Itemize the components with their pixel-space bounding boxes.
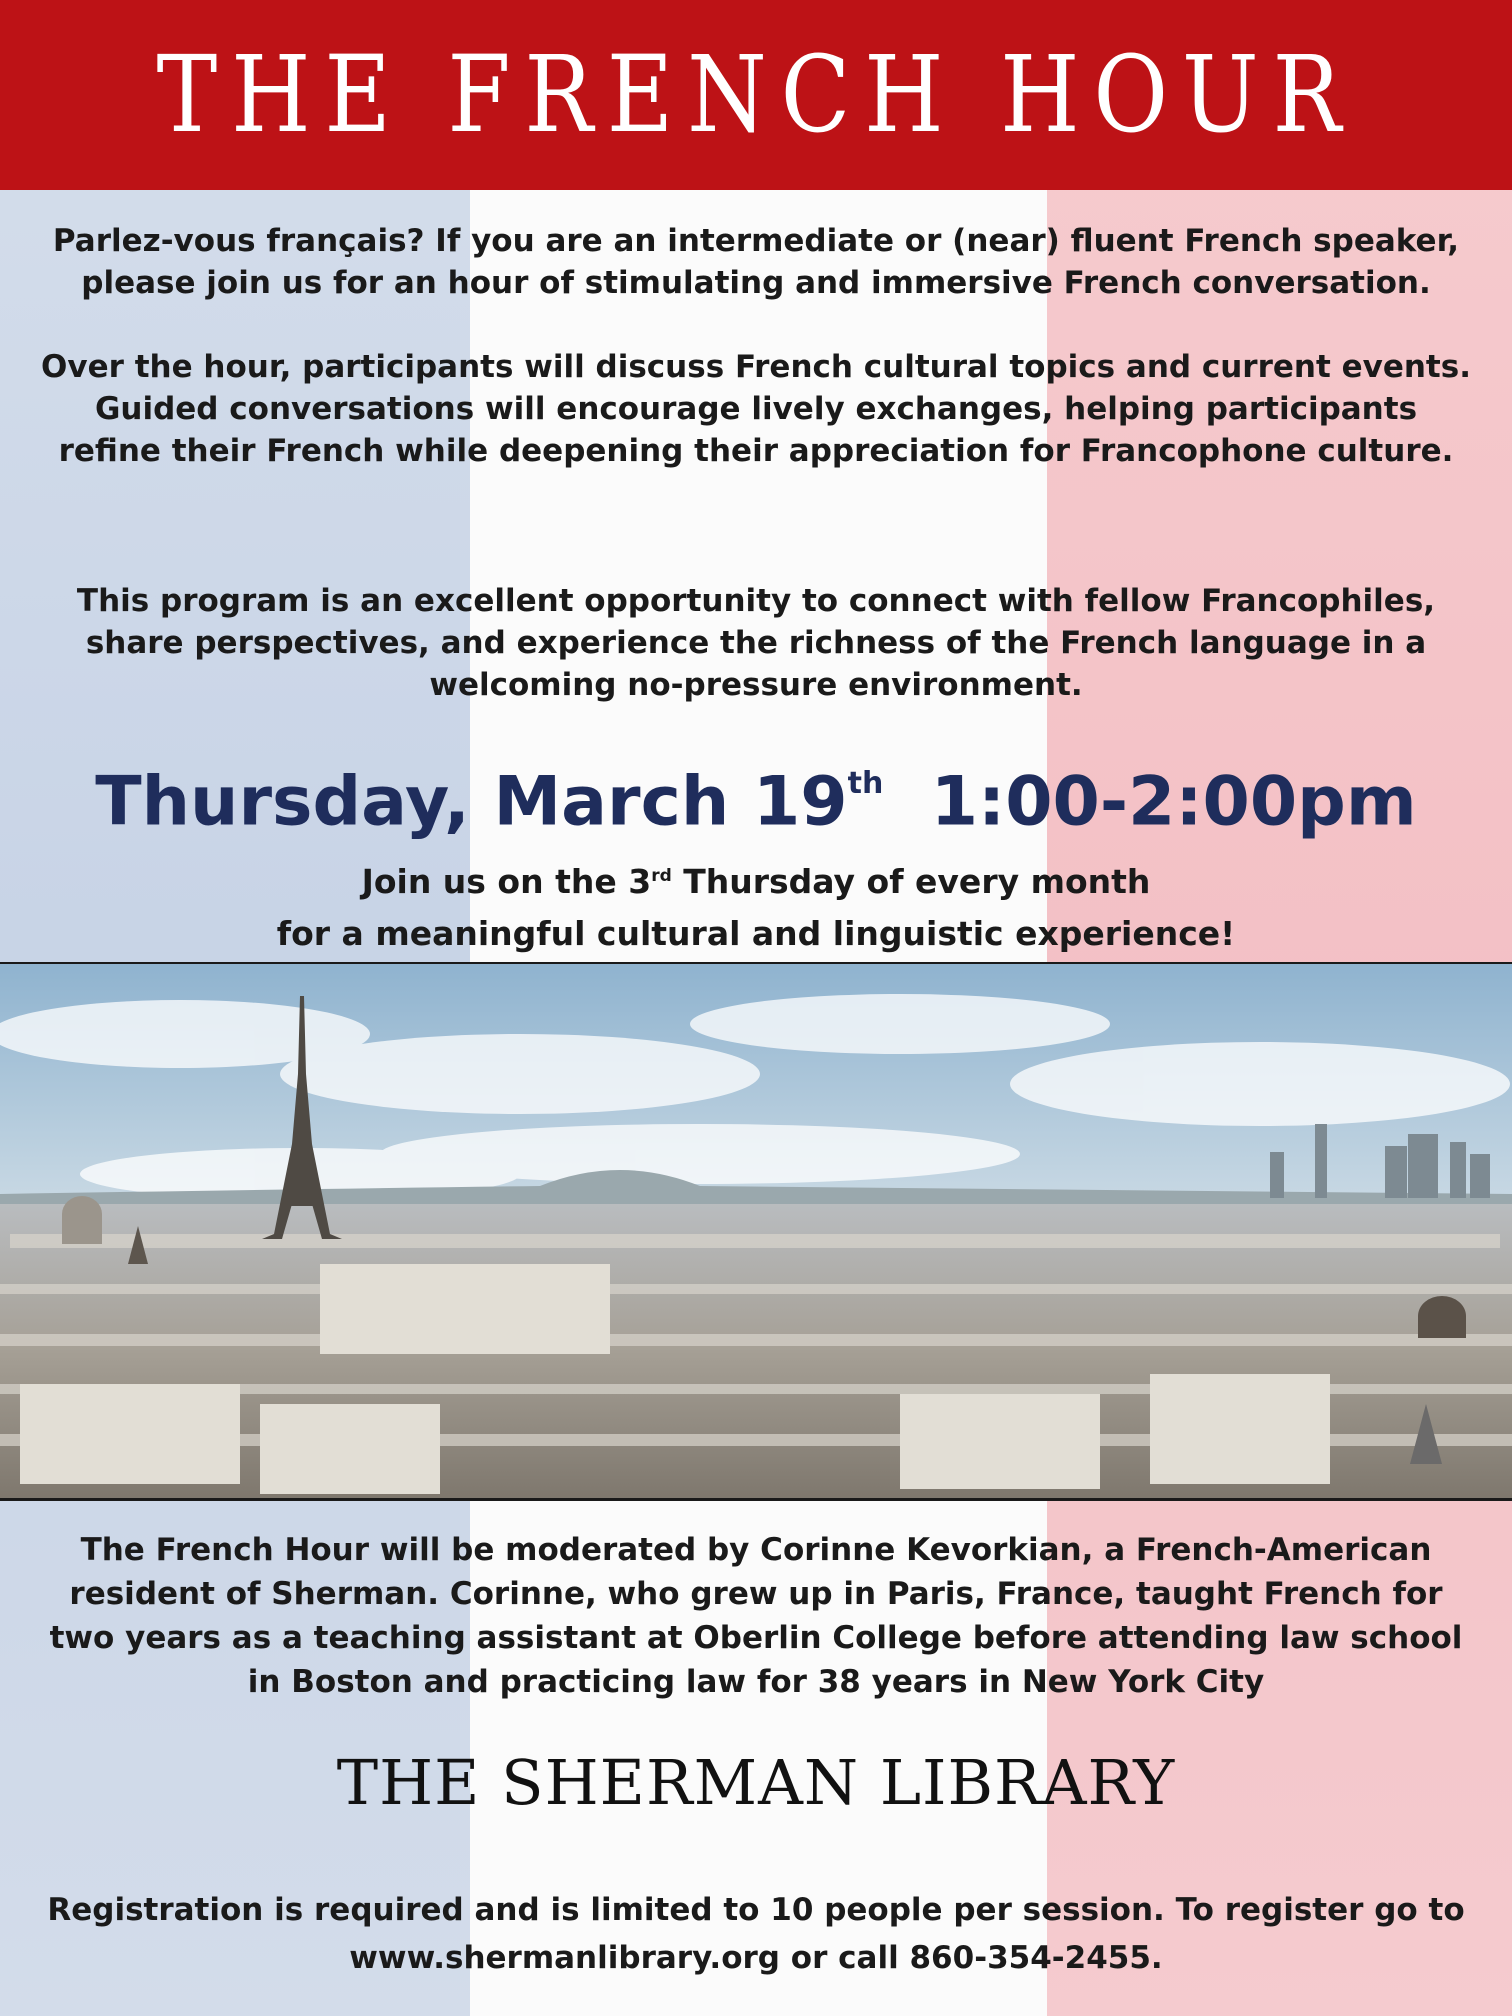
event-time: 1:00-2:00pm xyxy=(930,762,1417,842)
recurring-text-post: Thursday of every month xyxy=(671,862,1151,901)
moderator-paragraph: The French Hour will be moderated by Corinne Kevorkian, a French-American resident of Sherman. Corinne, who grew up in Paris, France, taught French for two years as a teaching assistant at Oberlin College before attending law school in Boston and practicing law for 38 years in New York City xyxy=(49,1532,1463,1700)
sherman-library-logo: THE SHERMAN LIBRARY xyxy=(336,1746,1176,1819)
event-date-time xyxy=(40,752,1472,843)
recurring-note xyxy=(40,850,1472,960)
invalides-dome xyxy=(62,1196,102,1244)
event-day: Thursday, March 19 xyxy=(95,762,848,842)
paris-skyline-photo xyxy=(0,964,1512,1500)
recurring-text-pre: Join us on the 3 xyxy=(361,862,652,901)
details-paragraph: Over the hour, participants will discuss French cultural topics and current events. Guided conversations will encourage lively exchanges, helping participants refine their French while deepening their appreciation for Francophone culture. xyxy=(41,349,1471,469)
recurring-line-2: for a meaningful cultural and linguistic experience! xyxy=(276,914,1236,953)
event-day-suffix: th xyxy=(847,766,884,801)
recurring-ordinal-suffix: rd xyxy=(651,866,672,886)
recurring-line-1 xyxy=(40,850,1472,908)
right-dome xyxy=(1418,1296,1466,1338)
registration-paragraph: Registration is required and is limited to 10 people per session. To register go to www.shermanlibrary.org or call 860-354-2455. xyxy=(47,1892,1465,1976)
page-title: THE FRENCH HOUR xyxy=(156,33,1356,156)
intro-paragraph: Parlez-vous français? If you are an intermediate or (near) fluent French speaker, please join us for an hour of stimulating and immersive French conversation. xyxy=(52,223,1460,301)
opportunity-paragraph: This program is an excellent opportunity to connect with fellow Francophiles, share perspectives, and experience the richness of the French language in a welcoming no-pressure environment. xyxy=(76,583,1436,703)
divider-bottom xyxy=(0,1498,1512,1501)
title-banner xyxy=(0,0,1512,190)
